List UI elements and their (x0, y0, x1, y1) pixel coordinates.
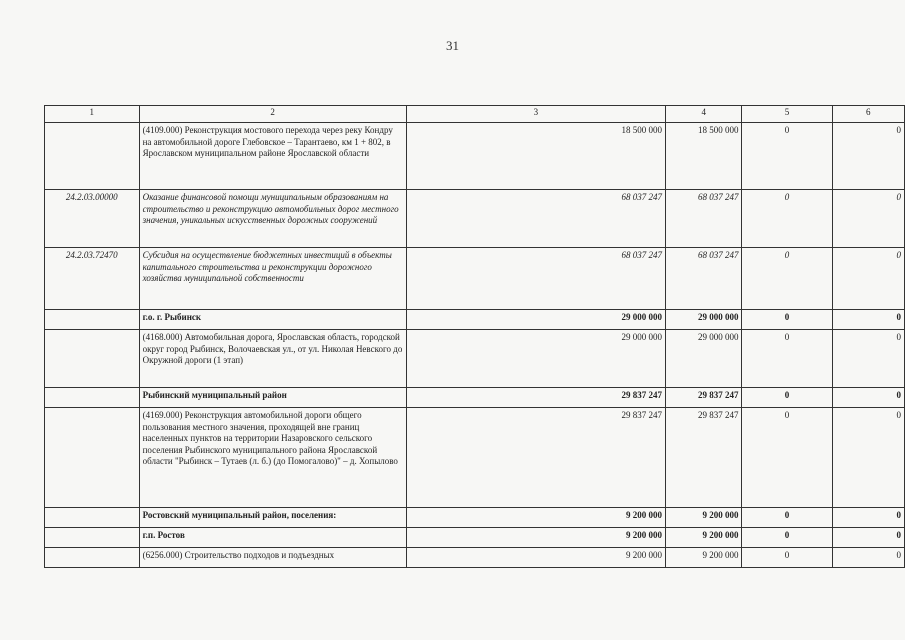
cell-code: 24.2.03.00000 (45, 190, 140, 248)
cell-amount-6: 0 (832, 330, 904, 388)
cell-name: Оказание финансовой помощи муниципальным образованиям на строительство и реконструкцию автомобильных дорог местного значения, уникальных искусственных дорожных сооружений (139, 190, 406, 248)
cell-amount-3: 68 037 247 (406, 190, 665, 248)
cell-amount-6: 0 (832, 408, 904, 508)
table-row (45, 508, 905, 528)
header-col-4: 4 (666, 106, 742, 123)
table-row (45, 123, 905, 190)
cell-code (45, 388, 140, 408)
cell-name: (4109.000) Реконструкция мостового перехода через реку Кондру на автомобильной дороге Глебовское – Тарантаево, км 1 + 802, в Ярославском муниципальном районе Ярославской области (139, 123, 406, 190)
cell-amount-6: 0 (832, 548, 904, 568)
table-row (45, 248, 905, 310)
table-row (45, 190, 905, 248)
header-col-3: 3 (406, 106, 665, 123)
cell-code (45, 310, 140, 330)
cell-amount-5: 0 (742, 123, 832, 190)
budget-table (44, 105, 905, 568)
cell-amount-5: 0 (742, 548, 832, 568)
cell-amount-4: 68 037 247 (666, 248, 742, 310)
table-row (45, 310, 905, 330)
cell-amount-3: 29 837 247 (406, 408, 665, 508)
cell-amount-3: 29 837 247 (406, 388, 665, 408)
cell-amount-4: 9 200 000 (666, 548, 742, 568)
cell-amount-4: 29 000 000 (666, 330, 742, 388)
cell-amount-5: 0 (742, 388, 832, 408)
cell-code (45, 528, 140, 548)
cell-amount-5: 0 (742, 408, 832, 508)
cell-amount-4: 29 837 247 (666, 408, 742, 508)
cell-code (45, 330, 140, 388)
cell-amount-6: 0 (832, 123, 904, 190)
cell-amount-4: 9 200 000 (666, 528, 742, 548)
cell-amount-4: 68 037 247 (666, 190, 742, 248)
cell-amount-5: 0 (742, 528, 832, 548)
cell-amount-6: 0 (832, 248, 904, 310)
cell-amount-3: 18 500 000 (406, 123, 665, 190)
cell-name: (4169.000) Реконструкция автомобильной дороги общего пользования местного значения, проходящей вне границ населенных пунктов на территории Назаровского сельского поселения Рыбинского муниципального района Ярославской области "Рыбинск – Тутаев (л. б.) (до Помогалово)" – д. Хопылово (139, 408, 406, 508)
cell-amount-4: 18 500 000 (666, 123, 742, 190)
page-number: 31 (446, 38, 459, 53)
table-header (45, 106, 905, 123)
cell-name: Субсидия на осуществление бюджетных инвестиций в объекты капитального строительства и реконструкции дорожного хозяйства муниципальной собственности (139, 248, 406, 310)
cell-amount-6: 0 (832, 310, 904, 330)
cell-amount-3: 9 200 000 (406, 508, 665, 528)
cell-amount-5: 0 (742, 190, 832, 248)
cell-amount-6: 0 (832, 508, 904, 528)
table-row (45, 528, 905, 548)
cell-amount-3: 9 200 000 (406, 548, 665, 568)
cell-amount-3: 29 000 000 (406, 330, 665, 388)
cell-amount-5: 0 (742, 508, 832, 528)
cell-amount-4: 9 200 000 (666, 508, 742, 528)
cell-code (45, 548, 140, 568)
cell-amount-3: 68 037 247 (406, 248, 665, 310)
cell-code (45, 508, 140, 528)
cell-name: г.п. Ростов (139, 528, 406, 548)
cell-name: Рыбинский муниципальный район (139, 388, 406, 408)
cell-amount-5: 0 (742, 248, 832, 310)
table-row (45, 388, 905, 408)
table-row (45, 548, 905, 568)
table-row (45, 330, 905, 388)
header-col-2: 2 (139, 106, 406, 123)
header-col-6: 6 (832, 106, 904, 123)
cell-name: г.о. г. Рыбинск (139, 310, 406, 330)
cell-name: Ростовский муниципальный район, поселения: (139, 508, 406, 528)
cell-amount-6: 0 (832, 388, 904, 408)
cell-amount-5: 0 (742, 310, 832, 330)
table-row (45, 408, 905, 508)
cell-amount-3: 29 000 000 (406, 310, 665, 330)
cell-amount-6: 0 (832, 528, 904, 548)
cell-amount-3: 9 200 000 (406, 528, 665, 548)
cell-amount-5: 0 (742, 330, 832, 388)
cell-code (45, 408, 140, 508)
cell-amount-6: 0 (832, 190, 904, 248)
header-col-5: 5 (742, 106, 832, 123)
cell-code (45, 123, 140, 190)
cell-code: 24.2.03.72470 (45, 248, 140, 310)
cell-name: (6256.000) Строительство подходов и подъездных (139, 548, 406, 568)
cell-amount-4: 29 000 000 (666, 310, 742, 330)
cell-amount-4: 29 837 247 (666, 388, 742, 408)
cell-name: (4168.000) Автомобильная дорога, Ярославская область, городской округ город Рыбинск, Волочаевская ул., от ул. Николая Невского до Окружной дороги (1 этап) (139, 330, 406, 388)
table-body (45, 123, 905, 568)
header-col-1: 1 (45, 106, 140, 123)
